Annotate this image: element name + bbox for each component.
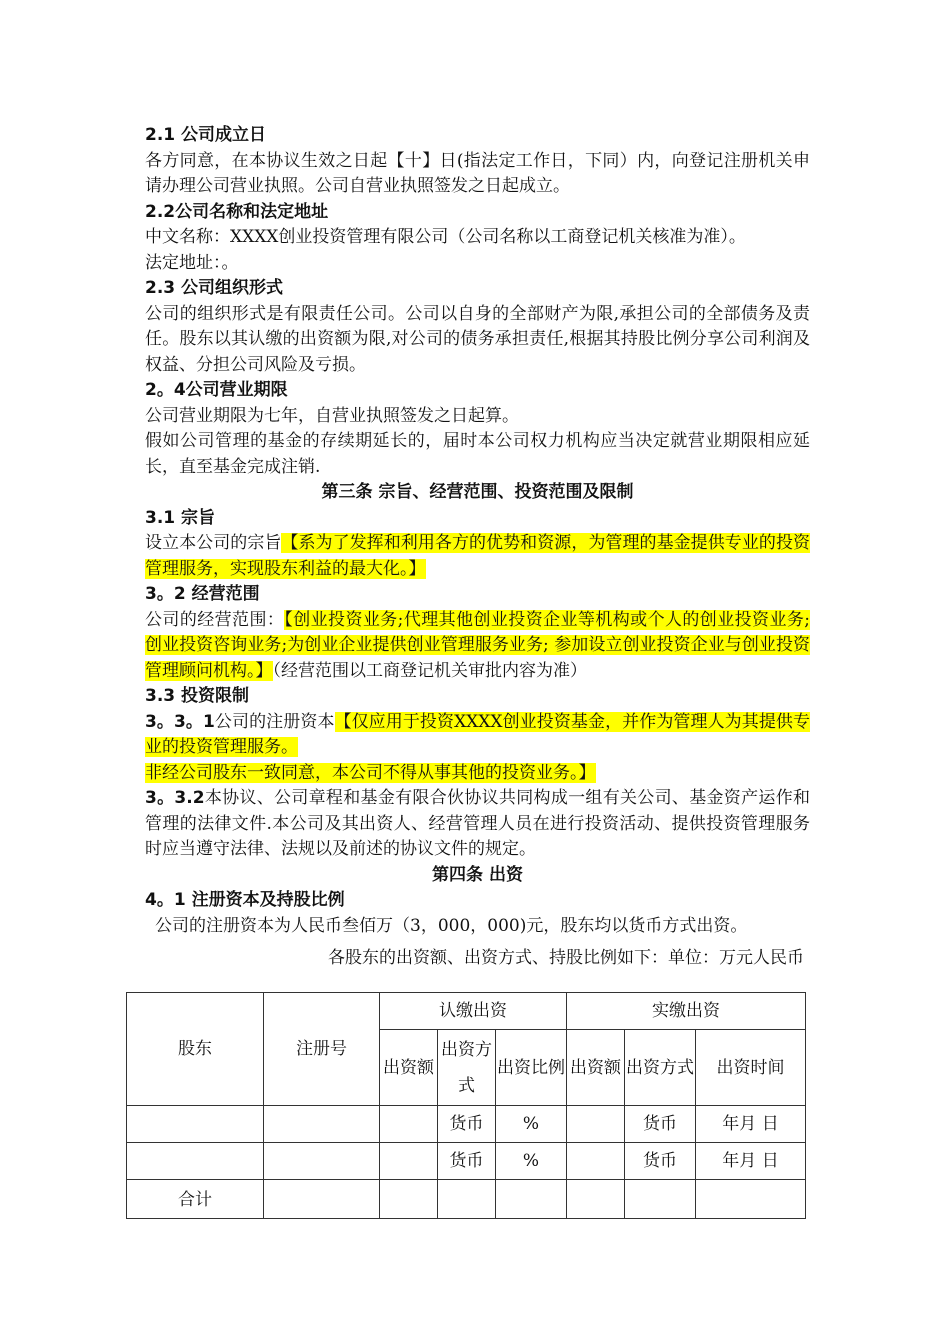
clause-3-3-1-highlight-2: 非经公司股东一致同意，本公司不得从事其他的投资业务。】 (145, 762, 596, 783)
term-extension-line: 假如公司管理的基金的存续期延长的，届时本公司权力机构应当决定就营业期限相应延长，直至基金完成注销. (145, 431, 810, 477)
table-row (127, 1143, 806, 1180)
cell-total-regno (264, 1180, 380, 1219)
section-2-1-title: 2.1 公司成立日 (145, 125, 267, 145)
term-line: 公司营业期限为七年，自营业执照签发之日起算。 (145, 405, 519, 426)
table-header-row-1 (127, 993, 806, 1030)
cell-method: 货币 (438, 1106, 496, 1143)
cell-time: 年月 日 (696, 1106, 806, 1143)
section-3-3-2-body (145, 786, 810, 863)
header-amount: 出资额 (380, 1030, 438, 1106)
cell-ratio: % (496, 1143, 567, 1180)
cell-amount (380, 1106, 438, 1143)
header-shareholder: 股东 (127, 993, 264, 1106)
header-ratio: 出资比例 (496, 1030, 567, 1106)
cell-total-amount (380, 1180, 438, 1219)
legal-address-line: 法定地址：。 (145, 252, 239, 273)
cell-ratio: % (496, 1106, 567, 1143)
section-3-1-title: 3.1 宗旨 (145, 507, 216, 528)
cell-shareholder (127, 1143, 264, 1180)
section-3-3-title: 3.3 投资限制 (145, 686, 250, 706)
clause-3-3-2-text: 本协议、公司章程和基金有限合伙协议共同构成一组有关公司、基金资产运作和管理的法律文件.本公司及其出资人、经营管理人员在进行投资活动、提供投资管理服务时应当遵守法律、法规以及前述的协议文件的规定。 (145, 788, 810, 859)
cell-method: 货币 (438, 1143, 496, 1180)
unit-note: 各股东的出资额、出资方式、持股比例如下：单位：万元人民币 (328, 948, 804, 968)
section-4-1-title: 4。1 注册资本及持股比例 (145, 890, 345, 910)
section-2-4-title: 2。4公司营业期限 (145, 380, 288, 400)
header-time: 出资时间 (696, 1030, 806, 1106)
header-paid-amount: 出资额 (567, 1030, 625, 1106)
cell-paid-method: 货币 (625, 1106, 696, 1143)
section-3-3-1-line2 (145, 761, 810, 787)
cell-total-time (696, 1180, 806, 1219)
table-row (127, 1106, 806, 1143)
cell-total-paid-amount (567, 1180, 625, 1219)
section-2-3-body: 公司的组织形式是有限责任公司。公司以自身的全部财产为限,承担公司的全部债务及责任。股东以其认缴的出资额为限,对公司的债务承担责任,根据其持股比例分享公司利润及权益、分担公司风险及亏损。 (145, 303, 810, 375)
section-3-1-body (145, 531, 810, 582)
table-total-row (127, 1180, 806, 1219)
clause-3-3-1-number: 3。3。1 (145, 711, 215, 732)
header-registration-number: 注册号 (264, 993, 380, 1106)
scope-suffix: （经营范围以工商登记机关审批内容为准） (272, 660, 587, 681)
document-body (145, 123, 810, 979)
cell-paid-amount (567, 1143, 625, 1180)
header-paid-capital: 实缴出资 (567, 993, 806, 1030)
cell-total-label: 合计 (127, 1180, 264, 1219)
header-paid-method: 出资方式 (625, 1030, 696, 1106)
article-4-title: 第四条 出资 (432, 864, 523, 885)
cell-total-ratio (496, 1180, 567, 1219)
section-2-3-title: 2.3 公司组织形式 (145, 278, 284, 298)
cell-paid-method: 货币 (625, 1143, 696, 1180)
section-2-2-title: 2.2公司名称和法定地址 (145, 201, 329, 222)
section-3-3-1-body (145, 710, 810, 761)
scope-prefix: 公司的经营范围： (145, 609, 285, 630)
section-3-2-body (145, 608, 810, 685)
scope-highlight: 【创业投资业务;代理其他创业投资企业等机构或个人的创业投资业务; 创业投资咨询业务;为创业企业提供创业管理服务业务; 参加设立创业投资企业与创业投资管理顾问机构。】 (145, 609, 810, 681)
clause-3-3-1-prefix: 公司的注册资本 (214, 711, 335, 732)
cell-regno (264, 1143, 380, 1180)
section-4-1-body: 公司的注册资本为人民币叁佰万（3，000，000)元，股东均以货币方式出资。 (155, 915, 748, 936)
section-2-1-body: 各方同意，在本协议生效之日起【十】日(指法定工作日，下同）内，向登记注册机关申请办理公司营业执照。公司自营业执照签发之日起成立。 (145, 150, 810, 196)
purpose-prefix: 设立本公司的宗旨 (145, 533, 282, 553)
cell-shareholder (127, 1106, 264, 1143)
cell-total-paid-method (625, 1180, 696, 1219)
company-name-line: 中文名称：XXXX创业投资管理有限公司（公司名称以工商登记机关核准为准）。 (145, 227, 746, 247)
section-3-2-title: 3。2 经营范围 (145, 584, 260, 604)
clause-3-3-1-highlight: 【仅应用于投资XXXX创业投资基金，并作为管理人为其提供专业的投资管理服务。 (145, 711, 810, 757)
cell-regno (264, 1106, 380, 1143)
cell-time: 年月 日 (696, 1143, 806, 1180)
capital-contribution-table (126, 992, 806, 1219)
cell-paid-amount (567, 1106, 625, 1143)
cell-total-method (438, 1180, 496, 1219)
purpose-highlight: 【系为了发挥和利用各方的优势和资源，为管理的基金提供专业的投资管理服务，实现股东利益的最大化。】 (145, 533, 810, 579)
clause-3-3-2-number: 3。3.2 (145, 788, 205, 808)
article-3-title: 第三条 宗旨、经营范围、投资范围及限制 (321, 482, 634, 502)
header-subscribed-capital: 认缴出资 (380, 993, 567, 1030)
header-method: 出资方式 (438, 1030, 496, 1106)
cell-amount (380, 1143, 438, 1180)
